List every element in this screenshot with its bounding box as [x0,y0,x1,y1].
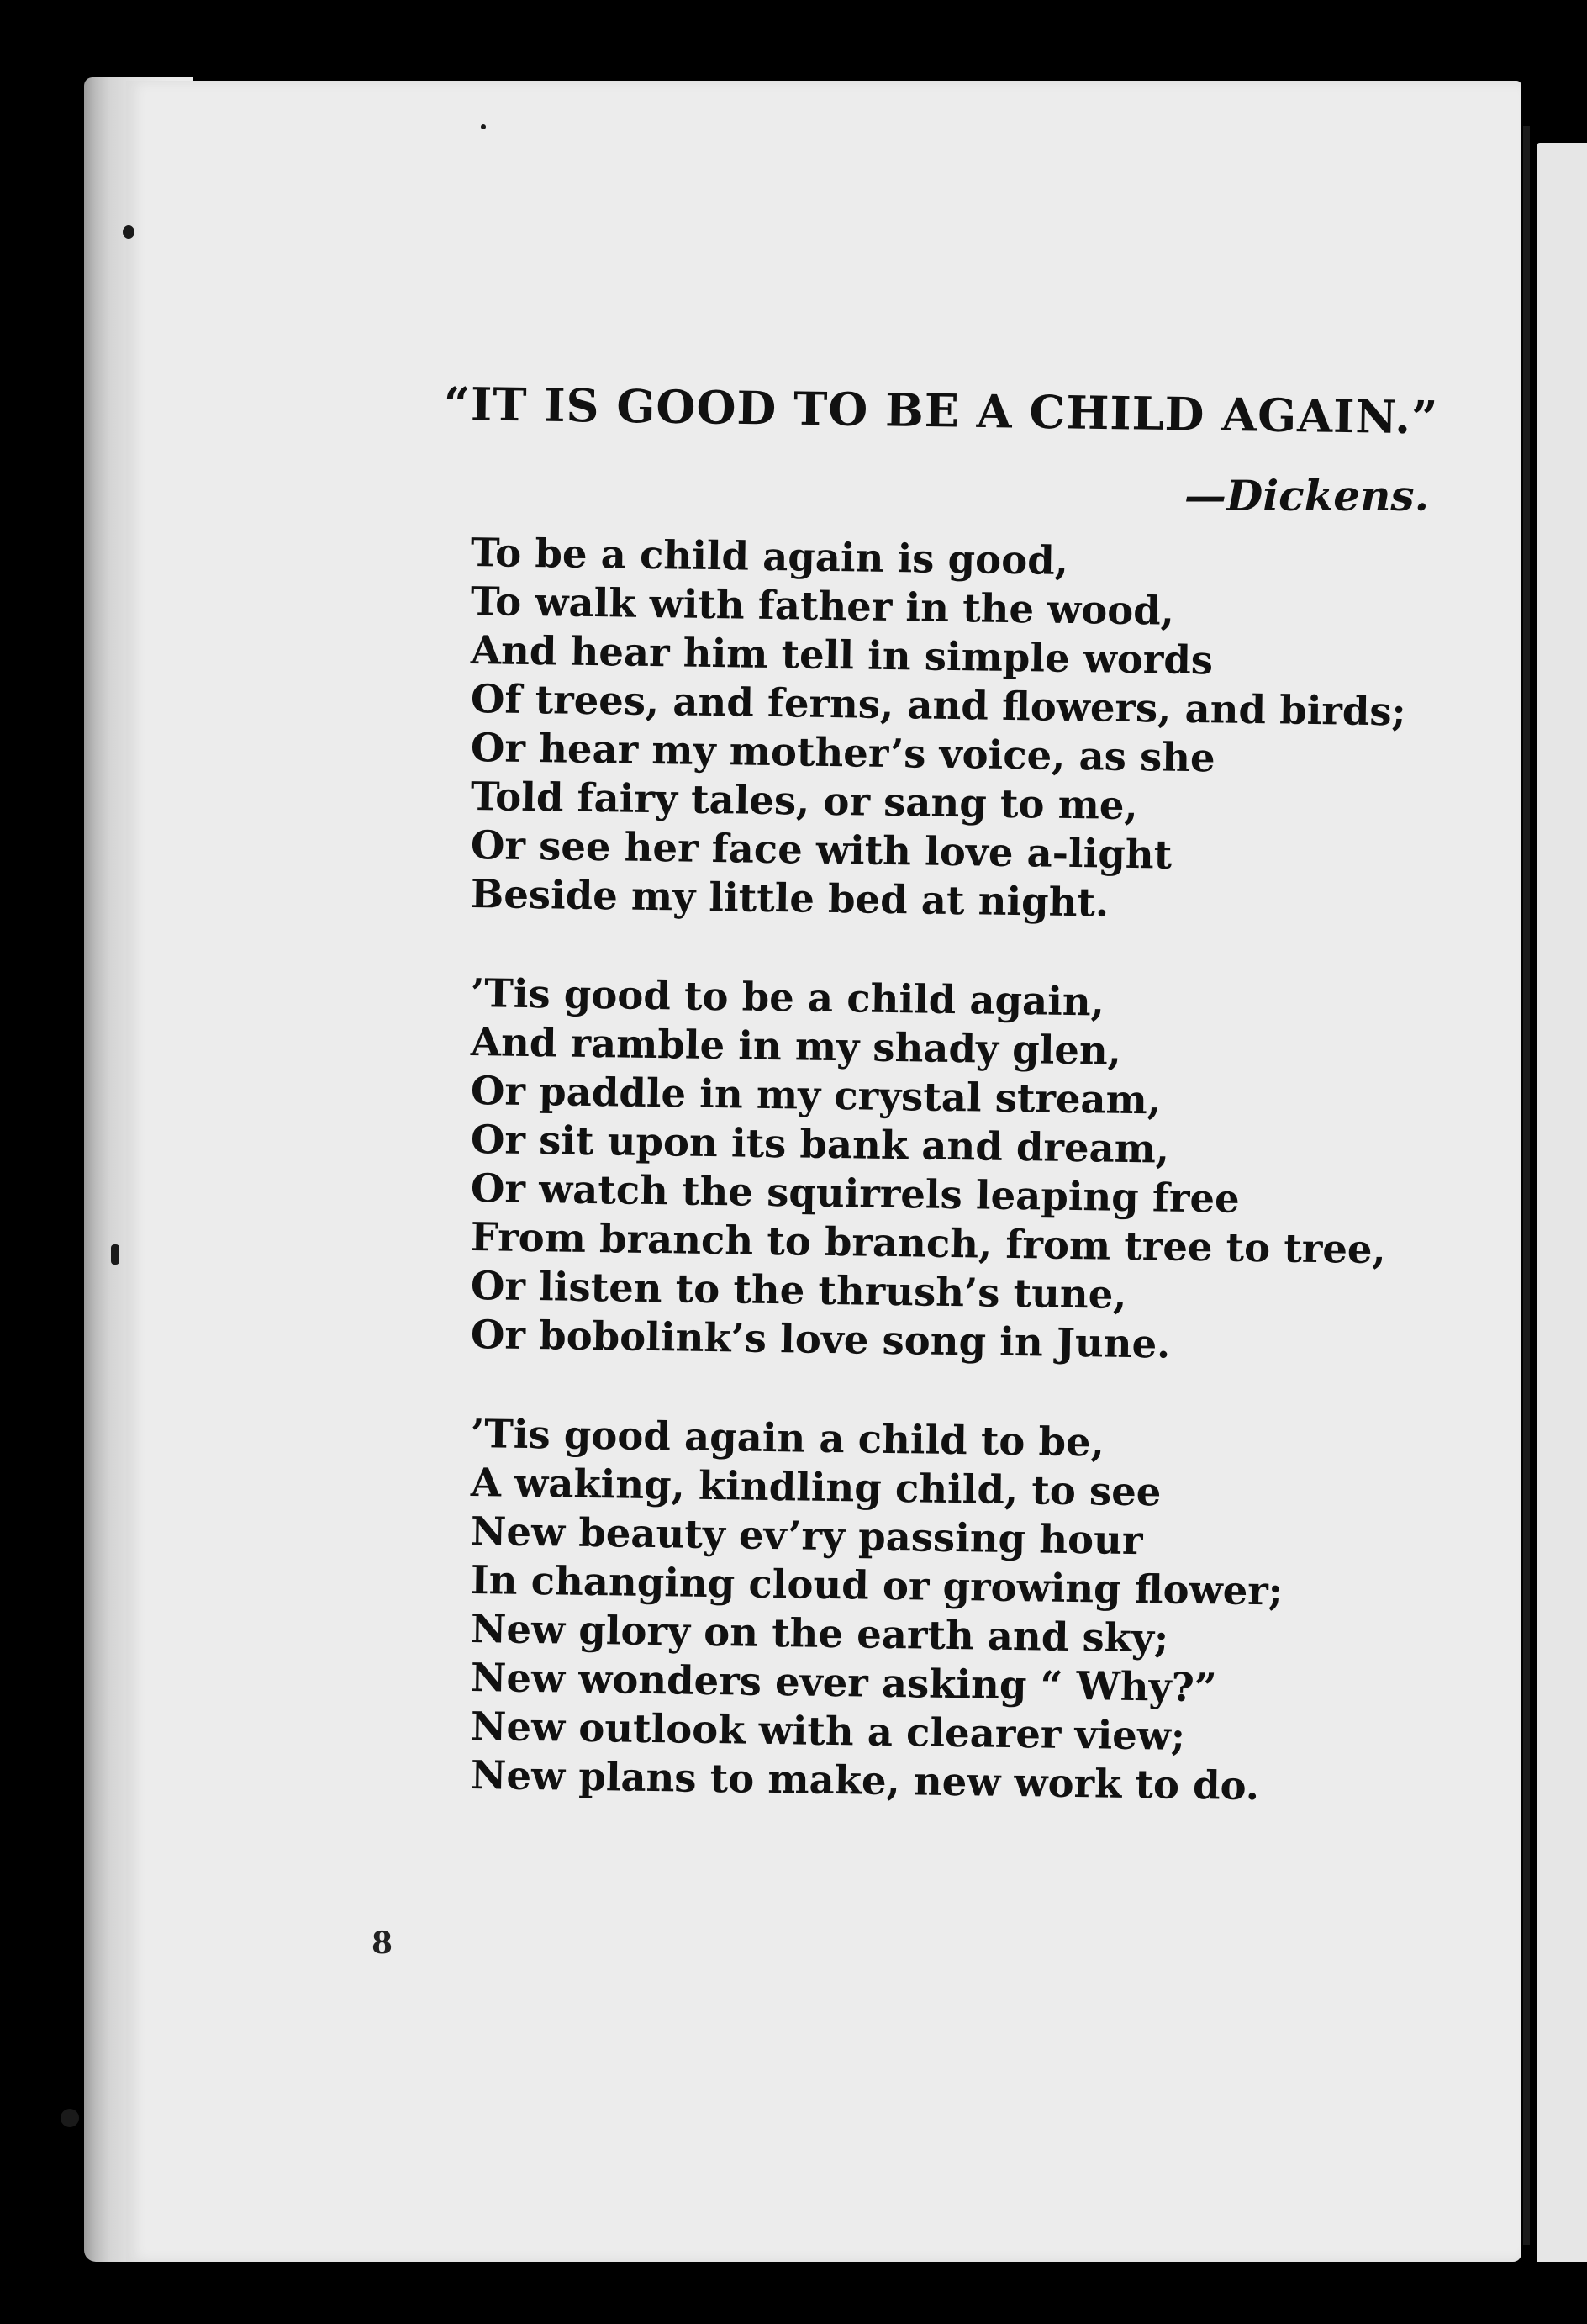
facing-page-edge [1537,143,1587,2262]
poem-line: Beside my little bed at night. [470,870,1110,926]
poem-attribution: —Dickens. [1184,471,1429,520]
stanza [470,528,1446,926]
poem-line: A waking, kindling child, to see [470,1459,1162,1515]
poem-line: Or hear my mother’s voice, as she [470,724,1216,781]
poem-line: Of trees, and ferns, and flowers, and birds; [470,675,1407,735]
poem-line: New plans to make, new work to do. [470,1751,1260,1809]
poem-line: And ramble in my shady glen, [470,1018,1122,1074]
poem-line: Or listen to the thrush’s tune, [470,1262,1127,1318]
poem-line: Or see her face with love a-light [470,821,1173,878]
poem-line: New outlook with a clearer view; [470,1703,1186,1759]
poem-title: “IT IS GOOD TO BE A CHILD AGAIN.” [443,377,1439,445]
poem-line: Told fairy tales, or sang to me, [470,773,1139,829]
speck [481,124,486,129]
poem-line: New beauty ev’ry passing hour [470,1508,1143,1564]
poem-line: From branch to branch, from tree to tree, [470,1213,1387,1273]
poem-line: Or paddle in my crystal stream, [470,1067,1162,1123]
poem-line: Or sit upon its bank and dream, [470,1116,1170,1172]
poem-line: And hear him tell in simple words [470,626,1214,684]
poem-line: ’Tis good to be a child again, [470,969,1105,1025]
stanza [470,969,1446,1367]
poem-line: Or watch the squirrels leaping free [470,1165,1241,1222]
speck [111,1244,119,1265]
poem-line: To be a child again is good, [470,529,1069,584]
poem-line: New glory on the earth and sky; [470,1605,1169,1661]
poem-body [471,528,1446,1850]
stanza [470,1409,1446,1809]
poem-line: ’Tis good again a child to be, [470,1410,1105,1466]
speck [61,2109,79,2127]
poem-line: New wonders ever asking “ Why?” [470,1654,1217,1711]
page-number: 8 [372,1925,393,1961]
speck [123,225,134,239]
poem-line: In changing cloud or growing flower; [470,1556,1284,1614]
poem-line: To walk with father in the wood, [470,578,1175,634]
page-gutter [1523,126,1530,2245]
poem-line: Or bobolink’s love song in June. [470,1311,1171,1367]
